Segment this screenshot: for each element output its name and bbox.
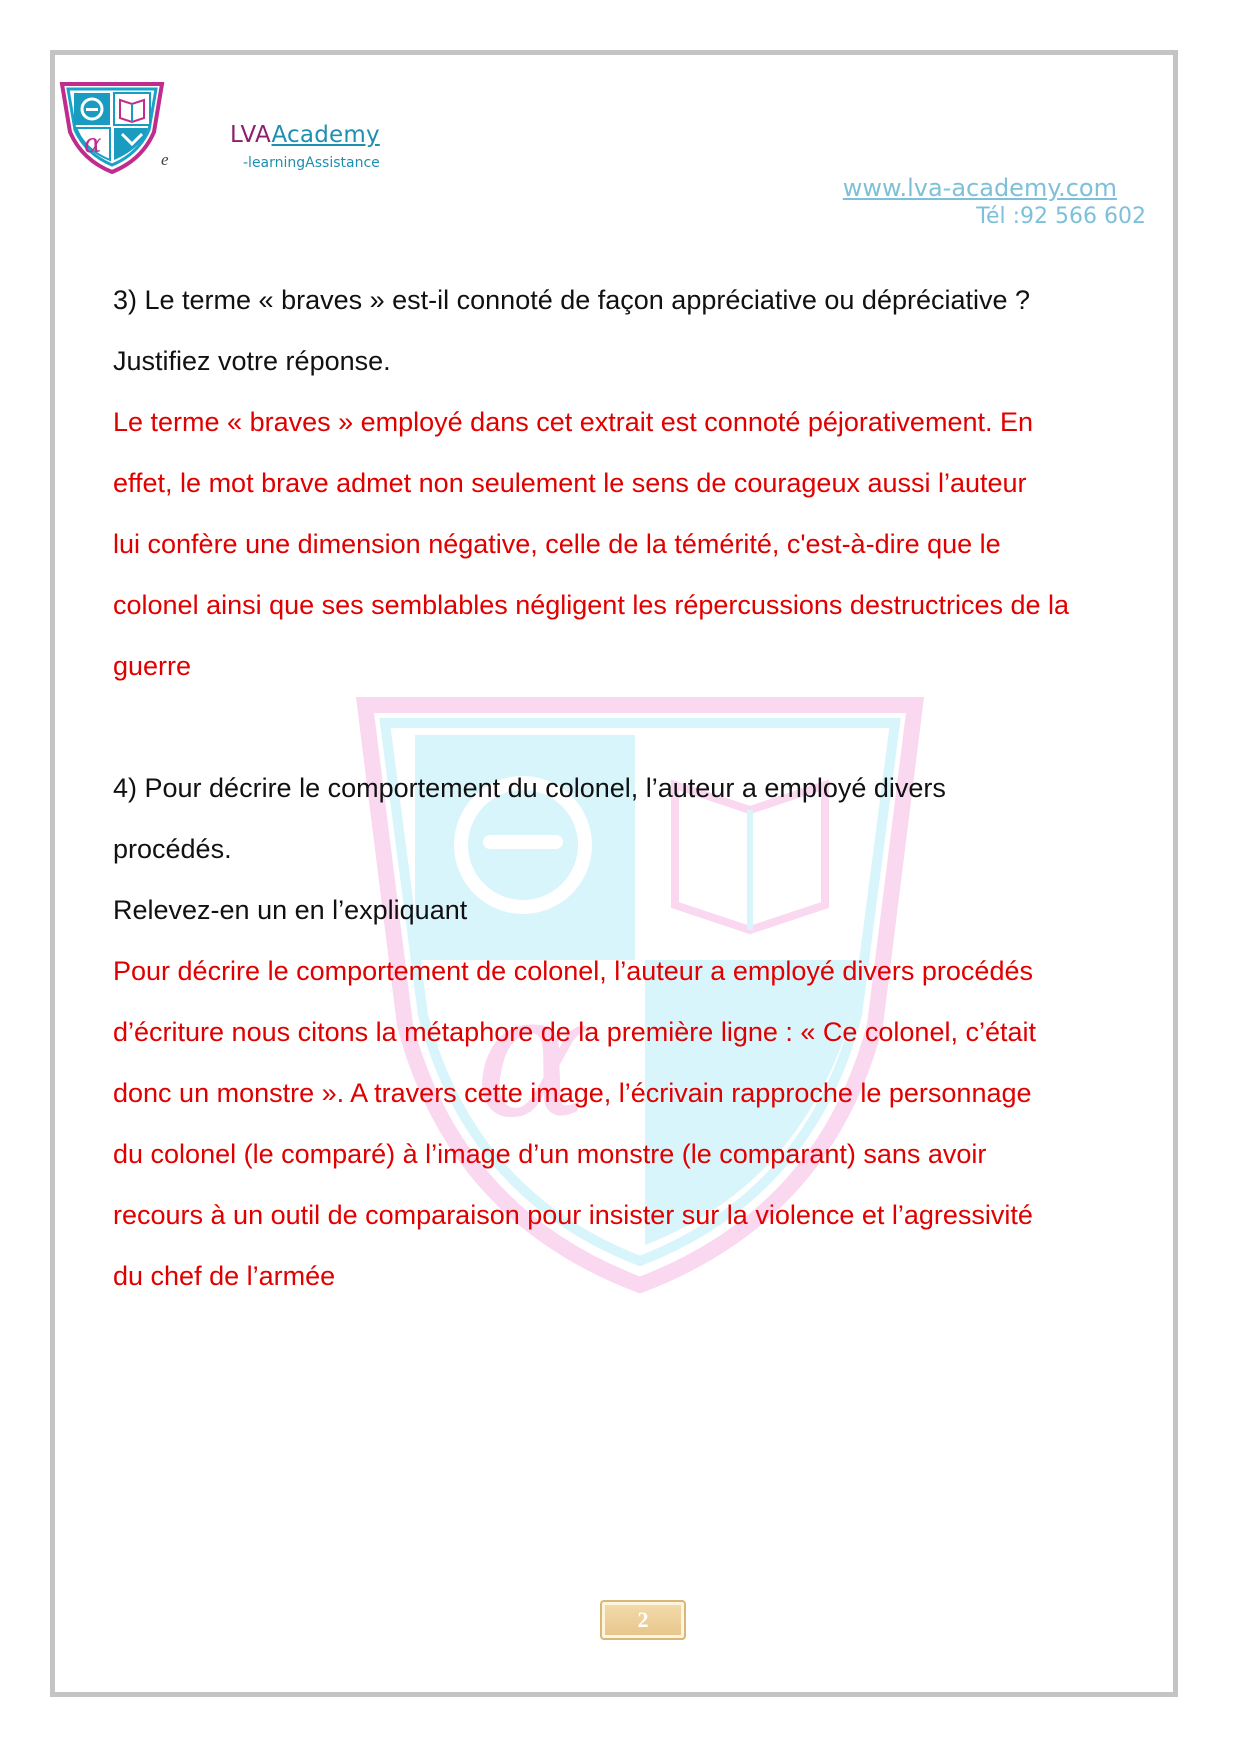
q4-question-line-2: procédés. (113, 834, 232, 864)
logo-letter: e (161, 150, 169, 169)
q4-answer-line-4: du colonel (le comparé) à l’image d’un monstre (le comparant) sans avoir (113, 1139, 987, 1169)
brand-lva: LVA (230, 122, 272, 148)
phone-number: Tél :92 566 602 (976, 204, 1146, 229)
website-link[interactable]: www.lva-academy.com (842, 174, 1117, 202)
q4-question-line-1: 4) Pour décrire le comportement du colonel, l’auteur a employé divers (113, 773, 946, 803)
lva-logo (58, 78, 166, 174)
q3-question-line-2: Justifiez votre réponse. (113, 346, 391, 376)
q3-answer-line-5: guerre (113, 651, 192, 681)
page-number: 2 (600, 1600, 686, 1640)
svg-text:α: α (475, 958, 590, 1156)
q3-answer-line-2: effet, le mot brave admet non seulement le sens de courageux aussi l’auteur (113, 468, 1027, 498)
brand-tagline: -learningAssistance (243, 155, 380, 171)
q4-answer-line-3: donc un monstre ». A travers cette image, l’écrivain rapproche le personnage (113, 1078, 1032, 1108)
q4-answer-line-5: recours à un outil de comparaison pour insister sur la violence et l’agressivité (113, 1200, 1033, 1230)
brand-academy: Academy (271, 122, 380, 148)
brand-name (230, 122, 380, 148)
document-body (113, 270, 1183, 1307)
q3-question-line-1: 3) Le terme « braves » est-il connoté de façon appréciative ou dépréciative ? (113, 285, 1031, 315)
q4-answer-line-6: du chef de l’armée (113, 1261, 336, 1291)
q4-answer-line-2: d’écriture nous citons la métaphore de la première ligne : « Ce colonel, c’était (113, 1017, 1036, 1047)
paragraph-gap (113, 697, 1183, 758)
q3-answer-line-1: Le terme « braves » employé dans cet extrait est connoté péjorativement. En (113, 407, 1034, 437)
svg-text:α: α (84, 129, 102, 159)
q4-question-line-3: Relevez-en un en l’expliquant (113, 895, 468, 925)
q4-answer-line-1: Pour décrire le comportement de colonel, l’auteur a employé divers procédés (113, 956, 1033, 986)
q3-answer-line-3: lui confère une dimension négative, celle de la témérité, c'est-à-dire que le (113, 529, 1001, 559)
q3-answer-line-4: colonel ainsi que ses semblables négligent les répercussions destructrices de la (113, 590, 1070, 620)
